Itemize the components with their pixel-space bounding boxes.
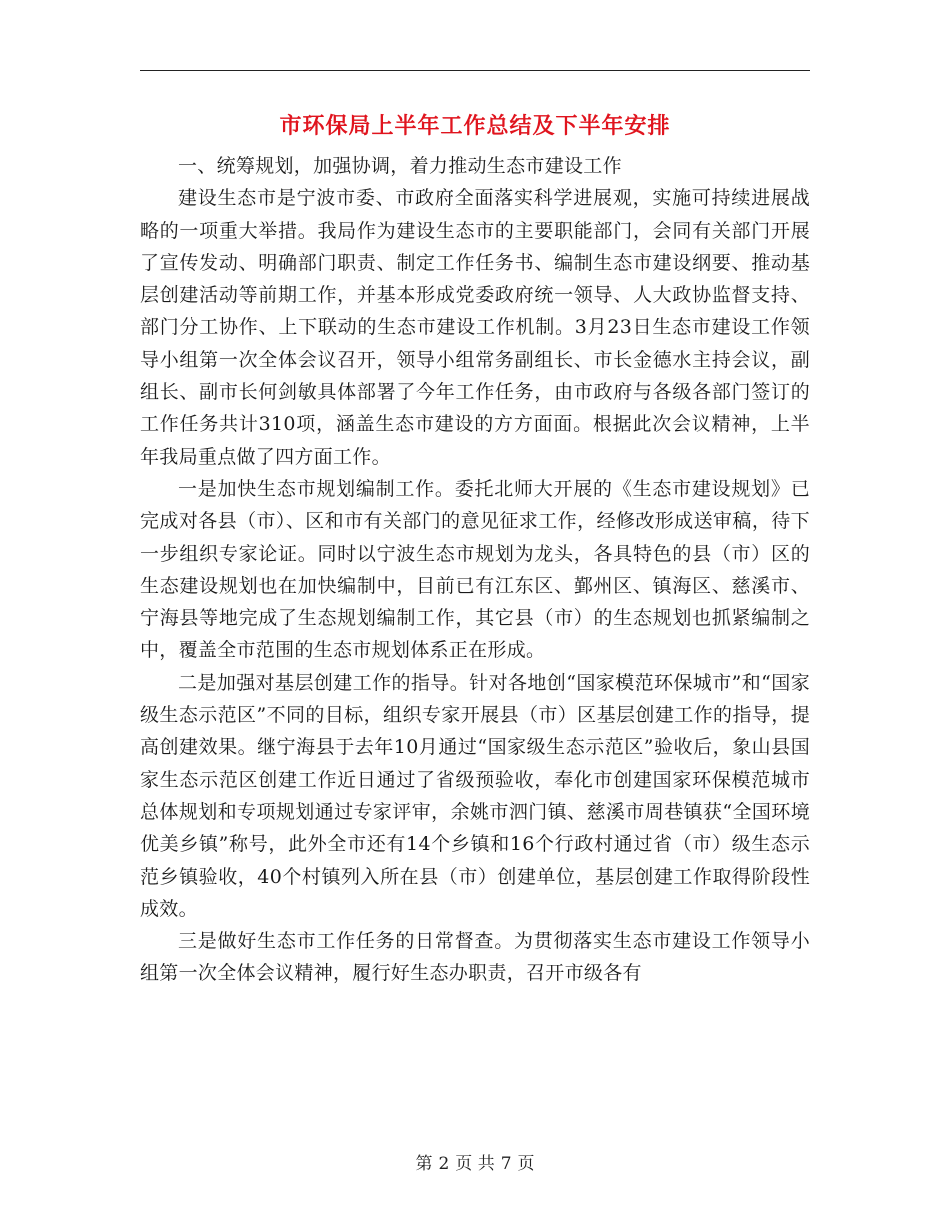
body-paragraph: 一是加快生态市规划编制工作。委托北师大开展的《生态市建设规划》已完成对各县（市）、区和市有关部门的意见征求工作，经修改形成送审稿，待下一步组织专家论证。同时以宁波生态市规划为龙头，各具特色的县（市）区的生态建设规划也在加快编制中，目前已有江东区、鄞州区、镇海区、慈溪市、宁海县等地完成了生态规划编制工作，其它县（市）的生态规划也抓紧编制之中，覆盖全市范围的生态市规划体系正在形成。	[140, 477, 810, 662]
body-paragraph: 二是加强对基层创建工作的指导。针对各地创“国家模范环保城市”和“国家级生态示范区”不同的目标，组织专家开展县（市）区基层创建工作的指导，提高创建效果。继宁海县于去年10月通过“国家级生态示范区”验收后，象山县国家生态示范区创建工作近日通过了省级预验收，奉化市创建国家环保模范城市总体规划和专项规划通过专家评审，余姚市泗门镇、慈溪市周巷镇获“全国环境优美乡镇”称号，此外全市还有14个乡镇和16个行政村通过省（市）级生态示范乡镇验收，40个村镇列入所在县（市）创建单位，基层创建工作取得阶段性成效。	[140, 671, 810, 920]
page-footer	[140, 1152, 810, 1176]
body-paragraph: 建设生态市是宁波市委、市政府全面落实科学进展观，实施可持续进展战略的一项重大举措。我局作为建设生态市的主要职能部门，会同有关部门开展了宣传发动、明确部门职责、制定工作任务书、编制生态市建设纲要、推动基层创建活动等前期工作，并基本形成党委政府统一领导、人大政协监督支持、部门分工协作、上下联动的生态市建设工作机制。3月23日生态市建设工作领导小组第一次全体会议召开，领导小组常务副组长、市长金德水主持会议，副组长、副市长何剑敏具体部署了今年工作任务，由市政府与各级各部门签订的工作任务共计310项，涵盖生态市建设的方方面面。根据此次会议精神，上半年我局重点做了四方面工作。	[140, 187, 810, 468]
header-rule	[140, 70, 810, 71]
total-pages-number: 7	[500, 1154, 512, 1174]
footer-suffix: 页	[517, 1154, 535, 1174]
current-page-number: 2	[438, 1154, 450, 1174]
footer-middle: 页 共	[455, 1154, 495, 1174]
section-heading: 一、统筹规划，加强协调，着力推动生态市建设工作	[178, 155, 622, 177]
document-body	[140, 150, 810, 990]
document-title: 市环保局上半年工作总结及下半年安排	[279, 113, 671, 139]
footer-prefix: 第	[415, 1154, 433, 1174]
body-paragraph: 三是做好生态市工作任务的日常督查。为贯彻落实生态市建设工作领导小组第一次全体会议精神，履行好生态办职责，召开市级各有	[140, 930, 810, 985]
